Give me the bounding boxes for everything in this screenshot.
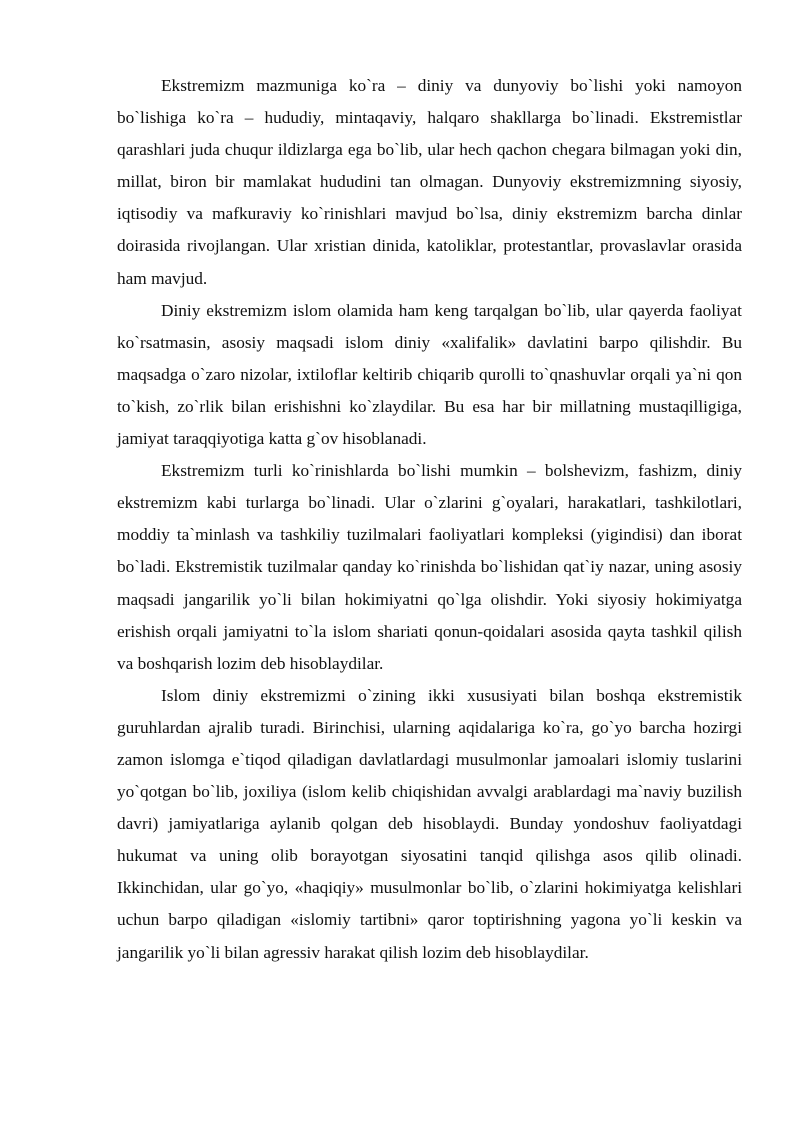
paragraph-2: Diniy ekstremizm islom olamida ham keng tarqalgan bo`lib, ular qayerda faoliyat ko`rsatmasin, asosiy maqsadi islom diniy «xalifalik» davlatini barpo qilishdir. Bu maqsadga o`zaro nizolar, ixtiloflar keltirib chiqarib qurolli to`qnashuvlar orqali ya`ni qon to`kish, zo`rlik bilan erishishni ko`zlaydilar. Bu esa har bir millatning mustaqilligiga, jamiyat taraqqiyotiga katta g`ov hisoblanadi. (117, 300, 742, 449)
paragraph-3: Ekstremizm turli ko`rinishlarda bo`lishi mumkin – bolshevizm, fashizm, diniy ekstremizm kabi turlarga bo`linadi. Ular o`zlarini g`oyalari, harakatlari, tashkilotlari, moddiy ta`minlash va tashkiliy tuzilmalari faoliyatlari kompleksi (yigindisi) dan iborat bo`ladi. Ekstremistik tuzilmalar qanday ko`rinishda bo`lishidan qat`iy nazar, uning asosiy maqsadi jangarilik yo`li bilan hokimiyatni qo`lga olishdir. Yoki siyosiy hokimiyatga erishish orqali jamiyatni to`la islom shariati qonun-qoidalari asosida qayta tashkil qilish va boshqarish lozim deb hisoblaydilar. (117, 461, 742, 673)
paragraph-1: Ekstremizm mazmuniga ko`ra – diniy va dunyoviy bo`lishi yoki namoyon bo`lishiga ko`ra – hududiy, mintaqaviy, halqaro shakllarga bo`linadi. Ekstremistlar qarashlari juda chuqur ildizlarga ega bo`lib, ular hech qachon chegara bilmagan yoki din, millat, biron bir mamlakat hududini tan olmagan. Dunyoviy ekstremizmning siyosiy, iqtisodiy va mafkuraviy ko`rinishlari mavjud bo`lsa, diniy ekstremizm barcha dinlar doirasida rivojlangan. Ular xristian dinida, katoliklar, protestantlar, provaslavlar orasida ham mavjud. (117, 76, 742, 288)
document-body (117, 70, 742, 969)
paragraph-4: Islom diniy ekstremizmi o`zining ikki xususiyati bilan boshqa ekstremistik guruhlardan ajralib turadi. Birinchisi, ularning aqidalariga ko`ra, go`yo barcha hozirgi zamon islomga e`tiqod qiladigan davlatlardagi musulmonlar jamoalari islomiy tuslarini yo`qotgan bo`lib, joxiliya (islom kelib chiqishidan avvalgi arablardagi ma`naviy buzilish davri) jamiyatlariga aylanib qolgan deb hisoblaydi. Bunday yondoshuv faoliyatdagi hukumat va uning olib borayotgan siyosatini tanqid qilishga asos qilib olinadi. Ikkinchidan, ular go`yo, «haqiqiy» musulmonlar bo`lib, o`zlarini hokimiyatga kelishlari uchun barpo qiladigan «islomiy tartibni» qaror toptirishning yagona yo`li keskin va jangarilik yo`li bilan agressiv harakat qilish lozim deb hisoblaydilar. (117, 685, 742, 962)
